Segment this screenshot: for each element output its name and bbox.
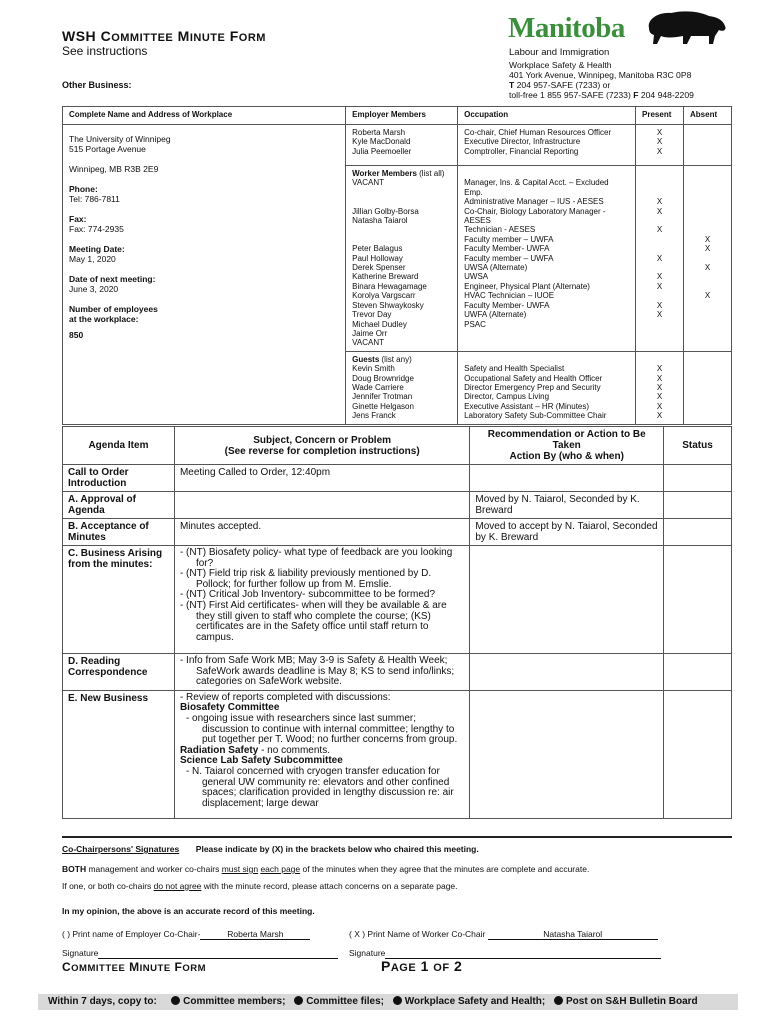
worker-present: X X X X X X X X	[636, 166, 684, 352]
agenda-table	[62, 426, 732, 819]
guest-occupations: Safety and Health Specialist Occupational Safety and Health Officer Director Emergency Prep and Security Director, Campus Living Executive Assistant – HR (Minutes) Laboratory Safety Sub-Committee Chair	[458, 351, 636, 424]
header-recommendation: Recommendation or Action to Be Taken Action By (who & when)	[470, 427, 664, 465]
bullet-icon	[294, 996, 303, 1005]
workplace-details: The University of Winnipeg 515 Portage Avenue Winnipeg, MB R3B 2E9 Phone: Tel: 786-7811 Fax: Fax: 774-2935 Meeting Date: May 1, 2020 Date of next meeting: June 3, 2020 Number of employees at the workplace: 850	[63, 125, 346, 425]
header-status: Status	[664, 427, 732, 465]
employer-names: Roberta Marsh Kyle MacDonald Julia Peemoeller	[346, 125, 458, 166]
table-row: Call to Order Introduction Meeting Called to Order, 12:40pm	[63, 465, 732, 492]
header-workplace: Complete Name and Address of Workplace	[63, 107, 346, 125]
employer-present: X X X	[636, 125, 684, 166]
employer-cochair-name[interactable]: Roberta Marsh	[200, 929, 310, 940]
business-arising-notes: - (NT) Biosafety policy- what type of feedback are you looking for? - (NT) Field trip risk & liability previously mentioned by D. Pollock; for further follow up from M. Emslie. - (NT) Critical Job Inventory- subcommittee to be formed? - (NT) First Aid certificates- when will they be available & are they still given to staff who complete the course; (KS) certificates are in the Safety office until staff return to campus.	[174, 546, 469, 654]
header-subject: Subject, Concern or Problem (See reverse for completion instructions)	[174, 427, 469, 465]
both-sign-note: BOTH management and worker co-chairs must sign each page of the minutes when they agree that the minutes are complete and accurate.	[62, 864, 590, 874]
other-business-label: Other Business:	[62, 80, 132, 90]
see-instructions: See instructions	[62, 44, 148, 58]
cochair-signatures-heading: Co-Chairpersons' Signatures Please indicate by (X) in the brackets below who chaired this meeting.	[62, 844, 479, 854]
signature-line-worker: Signature	[349, 948, 661, 959]
worker-absent: X X X X	[684, 166, 732, 352]
signature-divider	[62, 836, 732, 838]
table-row: D. Reading Correspondence - Info from Safe Work MB; May 3-9 is Safety & Health Week; SafeWork awards deadline is May 8; KS to send info/links; categories on SafeWork website.	[63, 654, 732, 691]
header-present: Present	[636, 107, 684, 125]
committee-members-table	[62, 106, 732, 425]
department-name: Labour and Immigration	[509, 47, 610, 58]
table-row: B. Acceptance of Minutes Minutes accepted. Moved to accept by N. Taiarol, Seconded by K. Breward	[63, 519, 732, 546]
worker-occupations: Manager, Ins. & Capital Acct. – Excluded Emp. Administrative Manager – IUS - AESES Co-Chair, Biology Laboratory Manager - AESES Technician - AESES Faculty member – UWFA Faculty Member- UWFA Faculty member – UWFA UWSA (Alternate) UWSA Engineer, Physical Plant (Alternate) HVAC Technician – IUOE Faculty Member- UWFA UWFA (Alternate) PSAC	[458, 166, 636, 352]
table-row: C. Business Arising from the minutes: - (NT) Biosafety policy- what type of feedback are you looking for? - (NT) Field trip risk & liability previously mentioned by D. Pollock; for further follow up from M. Emslie. - (NT) Critical Job Inventory- subcommittee to be formed? - (NT) First Aid certificates- when will they be available & are they still given to staff who complete the course; (KS) certificates are in the Safety office until staff return to campus.	[63, 546, 732, 654]
copy-distribution-bar: Within 7 days, copy to: Committee members; Committee files; Workplace Safety and Health; Post on S&H Bulletin Board	[38, 994, 738, 1010]
employer-signature-field[interactable]	[98, 948, 338, 959]
worker-cochair-line: ( X ) Print Name of Worker Co-Chair Natasha Taiarol	[349, 929, 658, 940]
new-business-notes: - Review of reports completed with discussions: Biosafety Committee - ongoing issue with researchers since last summer; discussion to continue with internal committee; lengthy to put together per T. Wood; no further concerns from group. Radiation Safety - no comments. Science Lab Safety Subcommittee - N. Taiarol concerned with cryogen transfer education for general UW community re: elevators and other confined spaces; clarification provided in lengthy discussion re: air displacement; large dewar	[174, 690, 469, 818]
bison-icon	[643, 8, 731, 46]
table-row: A. Approval of Agenda Moved by N. Taiarol, Seconded by K. Breward	[63, 492, 732, 519]
disagree-note: If one, or both co-chairs do not agree with the minute record, please attach concerns on a separate page.	[62, 881, 458, 891]
table-row: E. New Business - Review of reports completed with discussions: Biosafety Committee - ongoing issue with researchers since last summer; discussion to continue with internal committee; lengthy to put together per T. Wood; no further concerns from group. Radiation Safety - no comments. Science Lab Safety Subcommittee - N. Taiarol concerned with cryogen transfer education for general UW community re: elevators and other confined spaces; clarification provided in lengthy discussion re: air displacement; large dewar	[63, 690, 732, 818]
guest-present: X X X X X X	[636, 351, 684, 424]
header-occupation: Occupation	[458, 107, 636, 125]
guest-absent	[684, 351, 732, 424]
employer-cochair-line: ( ) Print name of Employer Co-Chair- Roberta Marsh	[62, 929, 310, 940]
employer-absent	[684, 125, 732, 166]
bullet-icon	[554, 996, 563, 1005]
header-members: Employer Members	[346, 107, 458, 125]
page-number: PAGE 1 OF 2	[381, 958, 463, 974]
correspondence-notes: - Info from Safe Work MB; May 3-9 is Safety & Health Week; SafeWork awards deadline is May 8; KS to send info/links; categories on SafeWork website.	[174, 654, 469, 691]
header-agenda-item: Agenda Item	[63, 427, 175, 465]
form-title: WSH COMMITTEE MINUTE FORM	[62, 28, 266, 44]
accuracy-statement: In my opinion, the above is an accurate record of this meeting.	[62, 906, 315, 916]
footer-form-name: COMMITTEE MINUTE FORM	[62, 960, 207, 974]
bullet-icon	[393, 996, 402, 1005]
employer-occupations: Co-chair, Chief Human Resources Officer Executive Director, Infrastructure Comptroller, Financial Reporting	[458, 125, 636, 166]
brand-address: Workplace Safety & Health 401 York Avenue, Winnipeg, Manitoba R3C 0P8 T 204 957-SAFE (7233) or toll-free 1 855 957-SAFE (7233) F 204 948-2209	[509, 60, 694, 100]
header-absent: Absent	[684, 107, 732, 125]
guest-names: Guests (list any) Kevin Smith Doug Brownridge Wade Carriere Jennifer Trotman Ginette Helgason Jens Franck	[346, 351, 458, 424]
manitoba-logo-text: Manitoba	[508, 12, 625, 44]
worker-cochair-name[interactable]: Natasha Taiarol	[488, 929, 658, 940]
bullet-icon	[171, 996, 180, 1005]
signature-line-employer: Signature	[62, 948, 338, 959]
worker-names: Worker Members (list all) VACANT Jillian Golby-Borsa Natasha Taiarol Peter Balagus Paul Holloway Derek Spenser Katherine Breward Binara Hewagamage Korolya Vargscarr Steven Shwaykosky Trevor Day Michael Dudley Jaime Orr VACANT	[346, 166, 458, 352]
